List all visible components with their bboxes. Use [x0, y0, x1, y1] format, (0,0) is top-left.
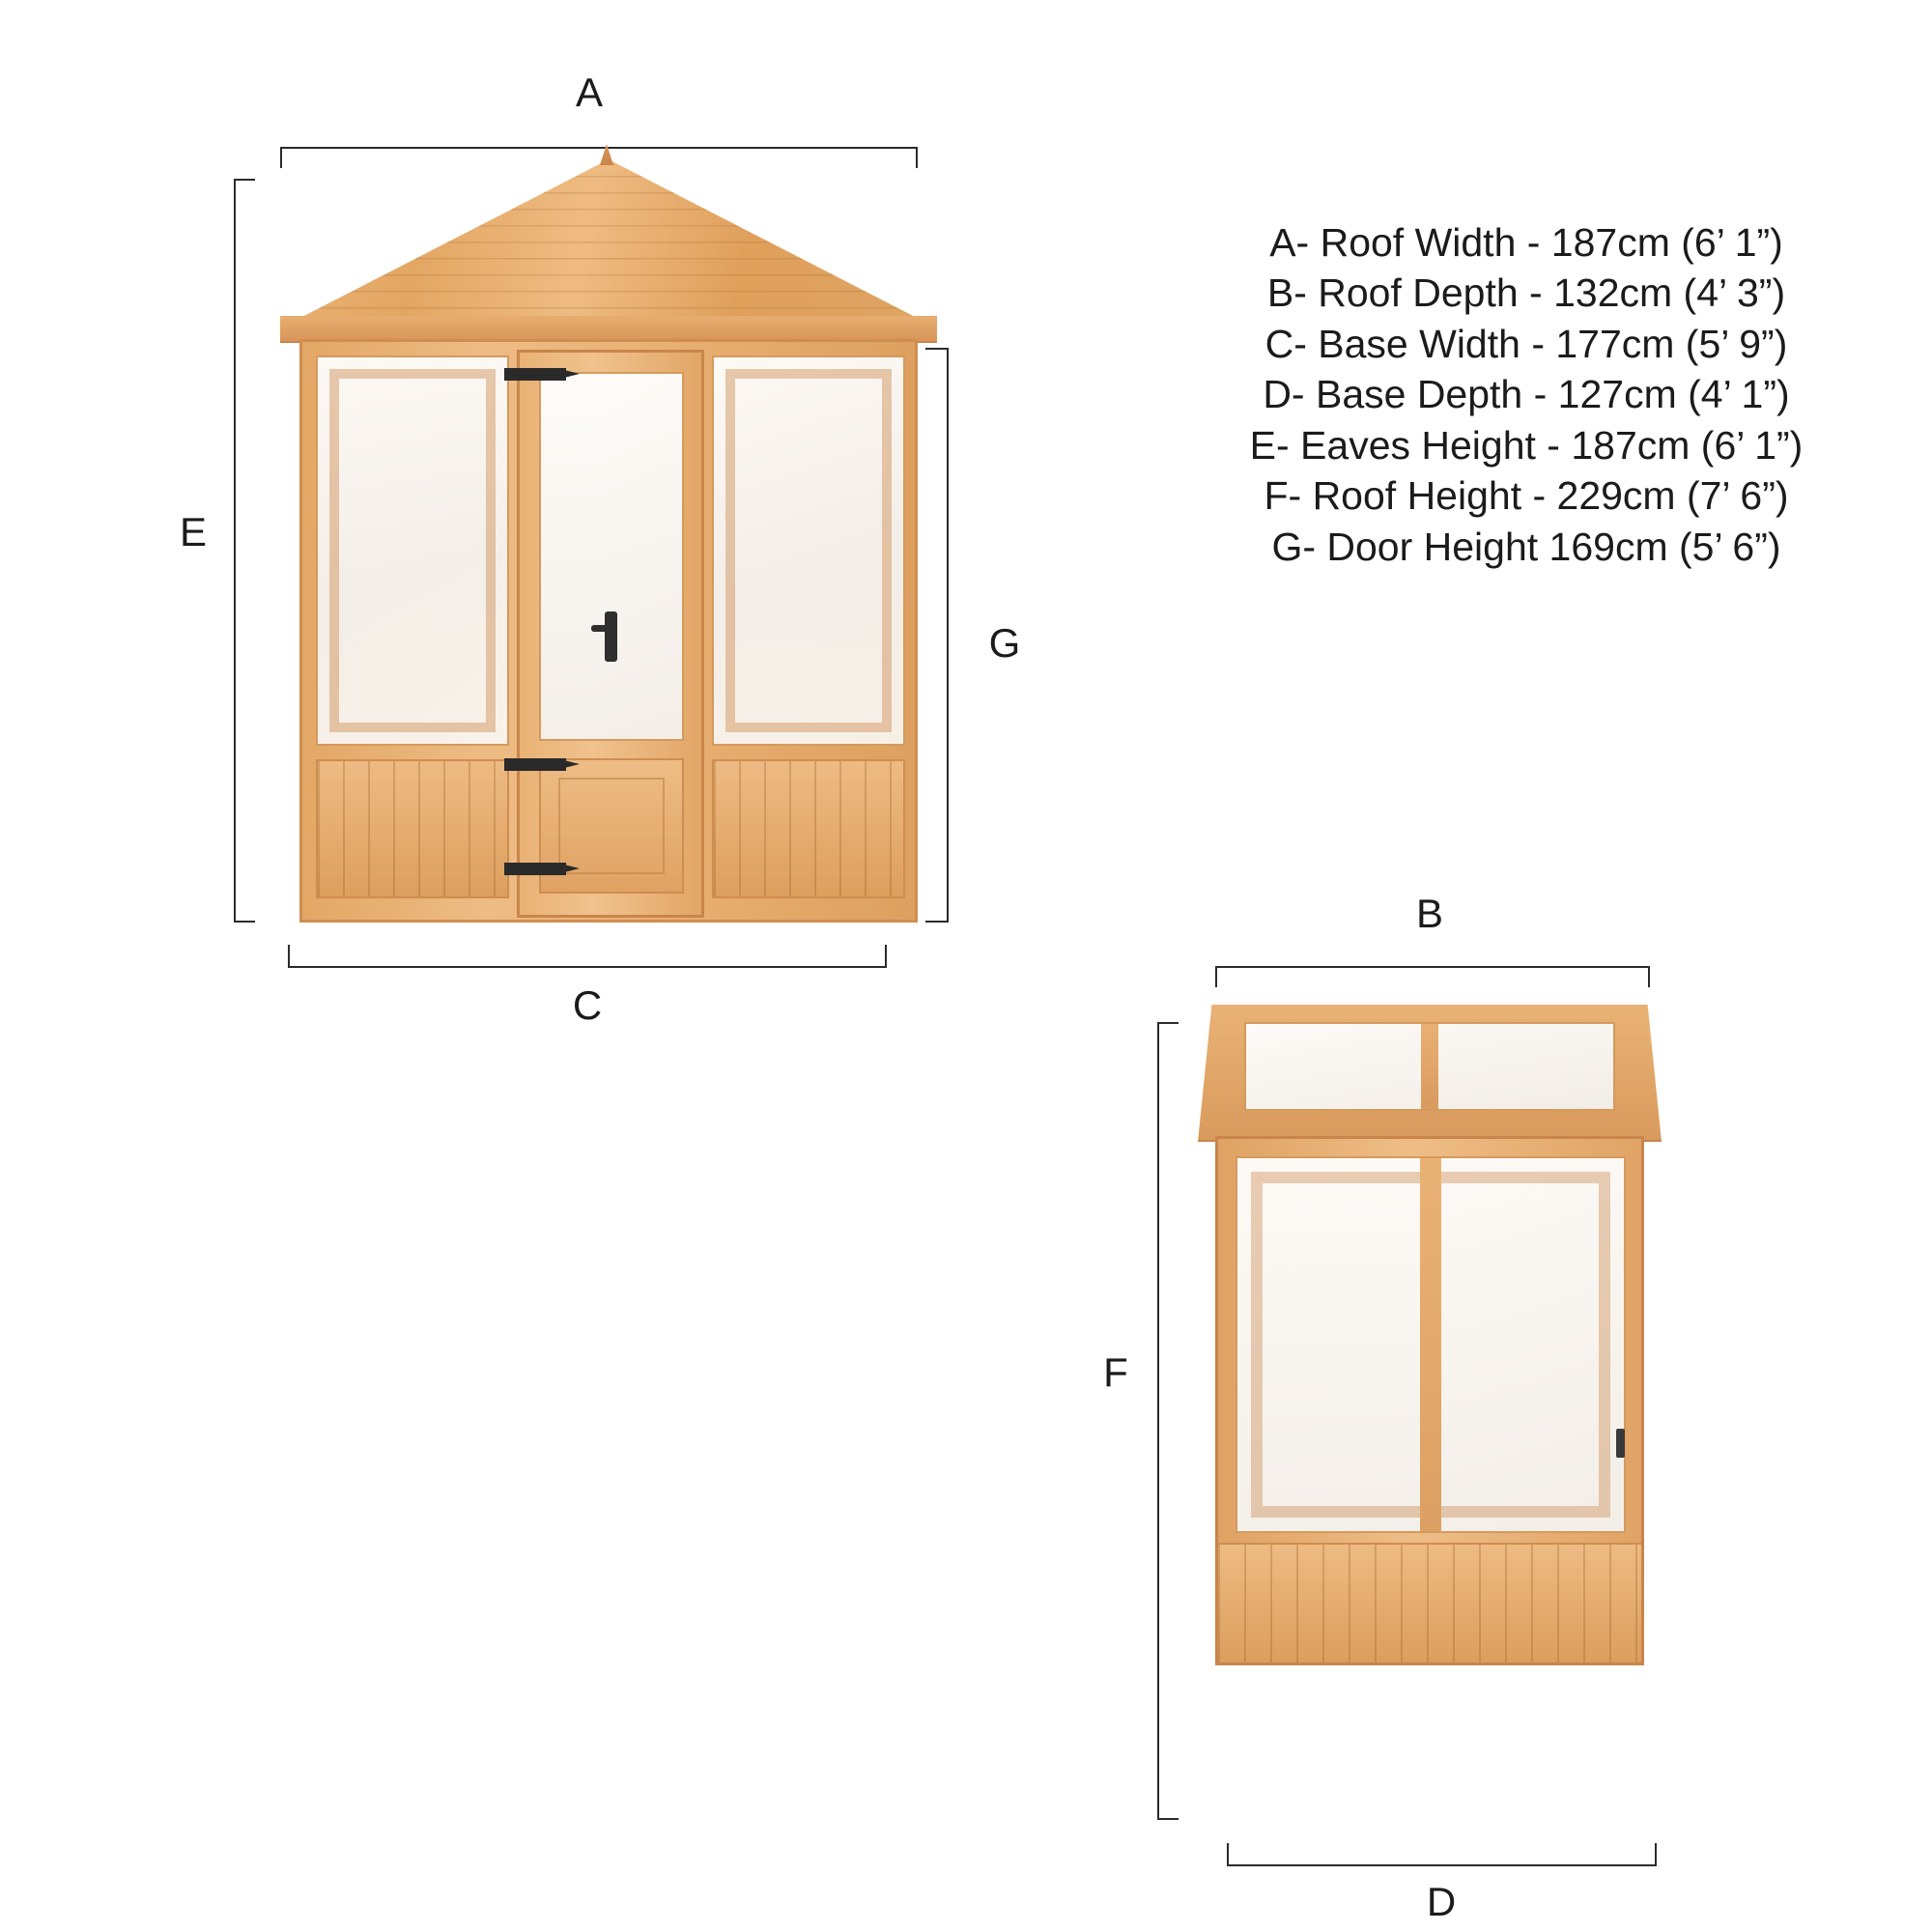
spec-item-b: B- Roof Depth - 132cm (4’ 3”): [1266, 270, 1786, 316]
dimension-label-e: E: [179, 509, 207, 554]
dimension-label-f: F: [1103, 1350, 1128, 1395]
door-handle-icon[interactable]: [605, 611, 617, 662]
dimension-label-g: G: [988, 620, 1021, 666]
spec-item-g: G- Door Height 169cm (5’ 6”): [1271, 524, 1781, 569]
side-glass-panel: [1236, 1156, 1626, 1533]
bracket-d-left-tick: [1227, 1843, 1229, 1864]
side-glass-reflection: [1251, 1172, 1610, 1518]
side-roof-glass-panel: [1244, 1022, 1615, 1111]
dimension-label-b: B: [1415, 891, 1443, 936]
bracket-b-right-tick: [1648, 966, 1650, 987]
bracket-a-top: [280, 147, 918, 149]
bracket-f-top-tick: [1157, 1022, 1179, 1024]
bracket-e-vertical: [234, 179, 236, 923]
spec-item-e: E- Eaves Height - 187cm (6’ 1”): [1249, 422, 1804, 468]
greenhouse-side-view: [1198, 1005, 1662, 1806]
door-glass-panel: [539, 372, 684, 741]
bracket-b-top: [1215, 966, 1650, 968]
bracket-e-top-tick: [234, 179, 255, 181]
dimension-label-d: D: [1426, 1879, 1457, 1924]
bracket-d-right-tick: [1655, 1843, 1657, 1864]
spec-item-d: D- Base Depth - 127cm (4’ 1”): [1263, 372, 1790, 417]
bracket-f-bottom-tick: [1157, 1818, 1179, 1820]
greenhouse-door[interactable]: [517, 350, 704, 918]
bracket-e-bottom-tick: [234, 921, 255, 923]
bracket-c-left-tick: [288, 945, 290, 966]
bracket-d-bottom: [1227, 1864, 1657, 1866]
spec-item-f: F- Roof Height - 229cm (7’ 6”): [1264, 473, 1789, 519]
side-body: [1215, 1136, 1644, 1665]
dimension-label-a: A: [575, 70, 603, 115]
door-hinge-icon: [504, 758, 566, 771]
bracket-g-vertical: [947, 348, 949, 923]
bracket-c-right-tick: [885, 945, 887, 966]
front-body: [299, 339, 918, 923]
greenhouse-front-view: [280, 159, 937, 923]
glass-right-reflection: [725, 369, 892, 732]
cladding-panel-right: [712, 759, 905, 898]
side-roof: [1198, 1005, 1662, 1142]
spec-item-c: C- Base Width - 177cm (5’ 9”): [1264, 321, 1788, 366]
cladding-panel-left: [316, 759, 509, 898]
glass-left-reflection: [329, 369, 496, 732]
side-cladding-panel: [1218, 1543, 1641, 1662]
bracket-f-vertical: [1157, 1022, 1159, 1820]
glass-panel-right: [712, 355, 905, 746]
glass-panel-left: [316, 355, 509, 746]
bracket-b-left-tick: [1215, 966, 1217, 987]
spec-item-a: A- Roof Width - 187cm (6’ 1”): [1269, 220, 1783, 265]
side-vent-handle-icon[interactable]: [1616, 1429, 1625, 1458]
door-hinge-icon: [504, 863, 566, 875]
door-hinge-icon: [504, 368, 566, 381]
bracket-c-bottom: [288, 966, 887, 968]
front-roof: [280, 159, 937, 343]
dimension-spec-list: [1188, 217, 1864, 572]
dimension-label-c: C: [572, 982, 603, 1028]
